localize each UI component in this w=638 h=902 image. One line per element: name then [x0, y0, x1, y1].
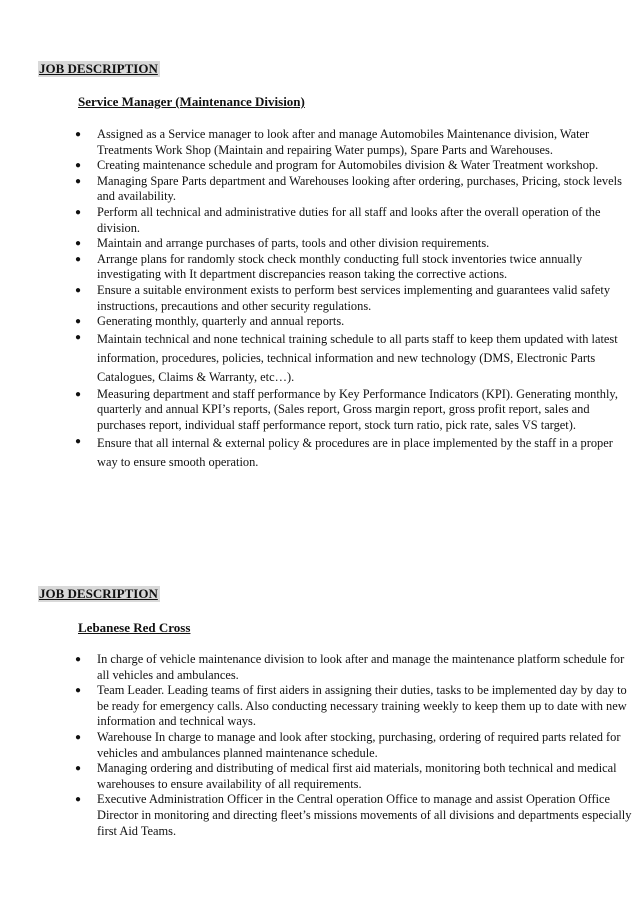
bullet-icon: ● [75, 175, 82, 187]
list-item: ● Managing Spare Parts department and Warehouses looking after ordering, purchases, Pricing, stock levels and availability. [75, 173, 622, 204]
bullet-icon: ● [75, 316, 82, 328]
responsibility-list [75, 127, 633, 472]
job-title: Lebanese Red Cross [78, 620, 191, 635]
list-item: ● Warehouse In charge to manage and look after stocking, purchasing, ordering of required parts related for vehicles and ambulances planned maintenance schedule. [75, 729, 621, 760]
list-item: ● Ensure a suitable environment exists to perform best services implementing and guarantees valid safety instructions, precautions and other security regulations. [75, 282, 611, 313]
list-item: ● Creating maintenance schedule and program for Automobiles division & Water Treatment workshop. [75, 158, 599, 173]
list-item: ● In charge of vehicle maintenance division to look after and manage the maintenance platform schedule for all vehicles and ambulances. [75, 652, 625, 682]
list-item: ● Maintain and arrange purchases of parts, tools and other division requirements. [75, 236, 490, 251]
bullet-icon: ● [75, 129, 82, 140]
bullet-icon: ● [75, 763, 82, 775]
bullet-icon: ● [75, 331, 82, 343]
list-item: ● Ensure that all internal & external policy & procedures are in place implemented by the staff in a proper way to ensure smooth operation. [75, 435, 613, 469]
bullet-icon: ● [75, 160, 82, 172]
list-item: ● Maintain technical and none technical training schedule to all parts staff to keep them updated with latest information, procedures, policies, technical information and new technology (DMS, Electronic Parts Catalogues, Claims & Warranty, etc…). [75, 331, 618, 384]
responsibility-list [75, 652, 633, 839]
bullet-icon: ● [75, 435, 82, 447]
bullet-icon: ● [75, 685, 82, 697]
bullet-icon: ● [75, 388, 82, 400]
bullet-icon: ● [75, 654, 82, 665]
bullet-icon: ● [75, 731, 82, 743]
section-heading: JOB DESCRIPTION [39, 586, 158, 601]
bullet-icon: ● [75, 206, 82, 218]
list-item: ● Perform all technical and administrative duties for all staff and looks after the overall operation of the division. [75, 204, 601, 235]
list-item: ● Assigned as a Service manager to look after and manage Automobiles Maintenance division, Water Treatments Work Shop (Maintain and repairing Water pumps), Spare Parts and Warehouses. [75, 127, 590, 157]
list-item: ● Managing ordering and distributing of medical first aid materials, monitoring both technical and medical warehouses to ensure availability of all requirements. [75, 761, 617, 791]
bullet-icon: ● [75, 253, 82, 265]
section-heading: JOB DESCRIPTION [39, 61, 158, 76]
bullet-icon: ● [75, 238, 82, 250]
bullet-icon: ● [75, 284, 82, 296]
list-item: ● Generating monthly, quarterly and annual reports. [75, 314, 345, 329]
job-title: Service Manager (Maintenance Division) [78, 94, 305, 109]
list-item: ● Team Leader. Leading teams of first aiders in assigning their duties, tasks to be implemented day by day to be ready for emergency calls. Also conducting necessary training weekly to keep them up to date with new information and technical ways. [75, 683, 627, 729]
list-item: ● Executive Administration Officer in the Central operation Office to manage and assist Operation Office Director in monitoring and directing fleet’s missions movements of all divisions and departments especially first Aid Teams. [75, 792, 632, 838]
list-item: ● Arrange plans for randomly stock check monthly conducting full stock inventories twice annually investigating with It department discrepancies reason taking the corrective actions. [75, 251, 583, 282]
bullet-icon: ● [75, 794, 82, 806]
list-item: ● Measuring department and staff performance by Key Performance Indicators (KPI). Generating monthly, quarterly and annual KPI’s reports, (Sales report, Gross margin report, gross profit report, sales and purchases report, individual staff performance report, stock turn ratio, pick rate, sales VS target). [75, 386, 618, 432]
